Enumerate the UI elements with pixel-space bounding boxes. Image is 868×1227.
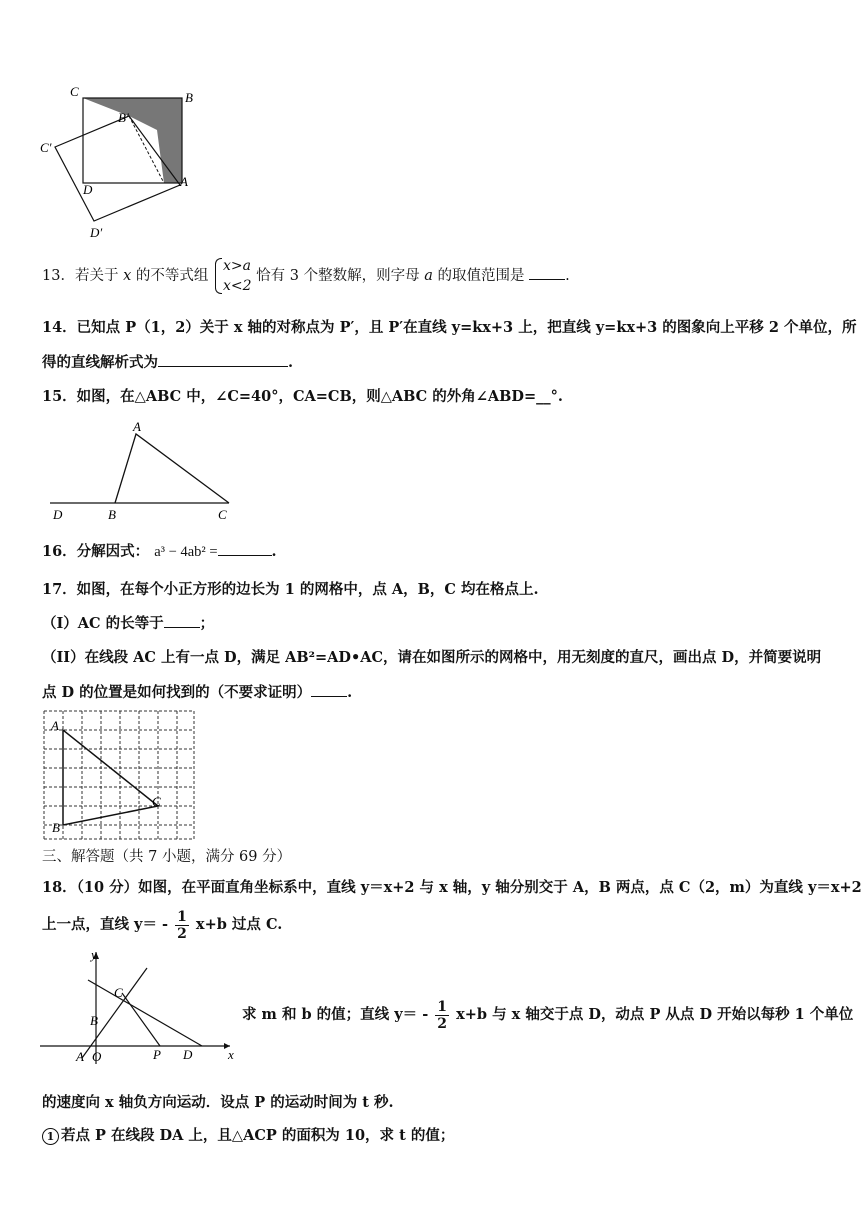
label-A: A xyxy=(133,419,141,434)
label-D: D xyxy=(83,182,93,197)
answer-blank-15[interactable]: __ xyxy=(536,388,551,405)
answer-blank-16[interactable] xyxy=(218,541,272,556)
fraction-denominator: 2 xyxy=(177,925,187,942)
answer-blank-14[interactable] xyxy=(158,352,288,367)
inequality-1: x>a xyxy=(222,258,251,274)
label-B-prime: B′ xyxy=(118,110,129,125)
triangle-figure-15 xyxy=(44,418,244,524)
q14-period: . xyxy=(288,354,294,371)
question-18-line1: 18．（10 分）如图，在平面直角坐标系中，直线 y＝x+2 与 x 轴，y 轴分别交于 A，B 两点，点 C（2，m）为直线 y＝x+2 xyxy=(42,879,862,896)
label-B: B xyxy=(90,1013,98,1028)
label-x: x xyxy=(228,1047,234,1062)
q18-sub1-text: 若点 P 在线段 DA 上，且△ACP 的面积为 10，求 t 的值； xyxy=(61,1127,455,1144)
q18-line2-post: x+b 过点 C. xyxy=(195,916,283,933)
q15-end: °. xyxy=(550,388,563,405)
fraction-one-half-2 xyxy=(435,999,449,1032)
label-B: B xyxy=(108,507,116,522)
line-CD xyxy=(88,980,202,1046)
q17-part2-text: 点 D 的位置是如何找到的（不要求证明） xyxy=(42,684,312,701)
fraction-numerator: 1 xyxy=(177,908,187,925)
q17-part1-text: （I）AC 的长等于 xyxy=(42,615,164,632)
fraction-one-half xyxy=(175,909,189,942)
label-D: D xyxy=(183,1047,193,1062)
label-O: O xyxy=(92,1049,102,1064)
question-18-line4: 的速度向 x 轴负方向运动．设点 P 的运动时间为 t 秒. xyxy=(42,1094,394,1111)
q18-line2-pre: 上一点，直线 y＝ - xyxy=(42,916,169,933)
q15-text: 15．如图，在△ABC 中，∠C=40°，CA=CB，则△ABC 的外角∠ABD= xyxy=(42,388,537,405)
answer-blank-17-2[interactable] xyxy=(311,682,347,697)
inequality-system xyxy=(213,256,252,296)
fraction-numerator-2: 1 xyxy=(437,998,448,1015)
triangle-ABC xyxy=(63,730,158,825)
q16-period: . xyxy=(271,543,277,560)
grid-figure-17 xyxy=(40,708,198,843)
label-P: P xyxy=(153,1047,161,1062)
question-14-line2 xyxy=(42,352,293,373)
question-18-line2 xyxy=(42,906,282,944)
label-C: C xyxy=(218,507,227,522)
fraction-denominator-2: 2 xyxy=(437,1015,448,1032)
rotated-square-figure xyxy=(36,82,206,242)
q14-line2-text: 得的直线解析式为 xyxy=(42,354,158,371)
triangle-ABC xyxy=(115,434,229,503)
q17-part2-end: . xyxy=(347,684,353,701)
q13-mid: 的不等式组 xyxy=(135,268,209,284)
q17-part1-end: ； xyxy=(199,615,215,632)
line-CP xyxy=(122,993,160,1046)
label-D: D xyxy=(53,507,63,522)
label-A: A xyxy=(180,174,188,189)
label-A: A xyxy=(76,1049,84,1064)
shaded-region xyxy=(83,98,182,183)
label-B: B xyxy=(185,90,193,105)
label-A: A xyxy=(51,718,59,733)
q13-end: 的取值范围是 xyxy=(437,268,525,284)
label-C: C xyxy=(70,84,79,99)
label-C: C xyxy=(152,794,161,809)
q13-prefix: 13．若关于 xyxy=(42,268,119,284)
q13-var-x: x xyxy=(123,268,132,284)
q16-expression: a³ − 4ab² = xyxy=(154,544,218,560)
section-3-title: 三、解答题（共 7 小题，满分 69 分） xyxy=(42,849,292,865)
question-16 xyxy=(42,541,277,562)
q13-period: . xyxy=(565,268,570,284)
q18-side-post: x+b 与 x 轴交于点 D，动点 P 从点 D 开始以每秒 1 个单位 xyxy=(456,1006,854,1023)
answer-blank-17-1[interactable] xyxy=(164,613,200,628)
q18-side-pre: 求 m 和 b 的值；直线 y＝ - xyxy=(242,1006,429,1023)
label-C-prime: C′ xyxy=(40,140,52,155)
coordinate-figure-18 xyxy=(38,940,243,1066)
question-17-part2-line2 xyxy=(42,682,352,703)
label-C: C xyxy=(114,985,123,1000)
label-y: y xyxy=(91,947,97,962)
q16-text: 16．分解因式： xyxy=(42,543,150,560)
answer-blank-13[interactable] xyxy=(529,265,565,280)
question-17-line1: 17．如图，在每个小正方形的边长为 1 的网格中，点 A，B，C 均在格点上. xyxy=(42,581,539,598)
question-13 xyxy=(42,256,570,296)
question-17-part1 xyxy=(42,613,214,634)
question-15 xyxy=(42,387,563,407)
question-14-line1: 14．已知点 P（1，2）关于 x 轴的对称点为 P′，且 P′在直线 y=kx+3 上，把直线 y=kx+3 的图象向上平移 2 个单位，所 xyxy=(42,319,857,336)
question-17-part2-line1: （II）在线段 AC 上有一点 D，满足 AB²=AD•AC，请在如图所示的网格中，用无刻度的直尺，画出点 D，并简要说明 xyxy=(42,649,822,666)
q13-suffix: 恰有 3 个整数解，则字母 xyxy=(256,268,420,284)
circled-number-1: 1 xyxy=(42,1128,59,1145)
question-18-sub1 xyxy=(42,1126,454,1146)
q13-var-a: a xyxy=(424,268,433,284)
label-D-prime: D′ xyxy=(90,225,103,240)
label-B: B xyxy=(52,820,60,835)
question-18-side-text xyxy=(242,996,853,1034)
inequality-2: x<2 xyxy=(222,278,252,294)
